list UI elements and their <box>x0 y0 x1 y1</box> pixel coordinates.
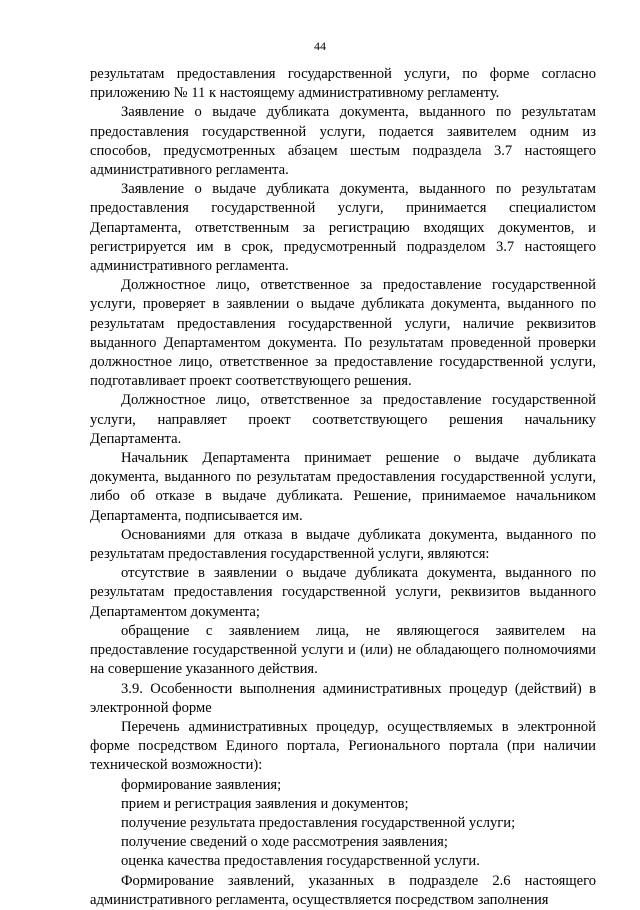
list-item: оценка качества предоставления государственной услуги. <box>121 853 480 870</box>
paragraph-duplicate-application-registration: Заявление о выдаче дубликата документа, выданного по результатам предоставления государственной услуги, принимается специалистом Департамента, ответственным за регистрацию входящих документов, и регистрируется им в срок, предусмотренный подразделом 3.7 настоящего административного регламента. <box>90 181 596 275</box>
list-item: формирование заявления; <box>121 776 282 793</box>
section-heading-3-9: 3.9. Особенности выполнения административных процедур (действий) в электронной форме <box>90 680 596 716</box>
list-item: получение сведений о ходе рассмотрения заявления; <box>121 834 448 851</box>
paragraph-refusal-ground-missing-details: отсутствие в заявлении о выдаче дубликата документа, выданного по результатам предоставления государственной услуги, реквизитов выданного Департаментом документа; <box>90 565 596 620</box>
paragraph-refusal-grounds: Основаниями для отказа в выдаче дубликата документа, выданного по результатам предоставления государственной услуги, являются: <box>90 526 596 563</box>
paragraph-head-decision: Начальник Департамента принимает решение о выдаче дубликата документа, выданного по результатам предоставления государственной услуги, либо об отказе в выдаче дубликата. Решение, принимаемое начальником Департамента, подписывается им. <box>90 450 596 524</box>
paragraph-duplicate-application-submission: Заявление о выдаче дубликата документа, выданного по результатам предоставления государственной услуги, подается заявителем одним из способов, предусмотренных абзацем шестым подраздела 3.7 настоящего административного регламента. <box>90 104 596 179</box>
list-item: получение результата предоставления государственной услуги; <box>121 814 516 831</box>
page-number: 44 <box>314 39 326 53</box>
document-body <box>90 65 596 910</box>
paragraph-refusal-ground-non-applicant: обращение с заявлением лица, не являющегося заявителем на предоставление государственной услуги и (или) не обладающего полномочиями на совершение указанного действия. <box>90 622 596 678</box>
paragraph-continuation: результатам предоставления государственной услуги, по форме согласно приложению № 11 к настоящему административному регламенту. <box>90 66 596 102</box>
paragraph-official-sends-draft: Должностное лицо, ответственное за предоставление государственной услуги, направляет проект соответствующего решения начальнику Департамента. <box>90 392 596 447</box>
paragraph-application-forming: Формирование заявлений, указанных в подразделе 2.6 настоящего административного регламента, осуществляется посредством заполнения <box>90 872 596 908</box>
list-item: прием и регистрация заявления и документов; <box>121 795 409 812</box>
paragraph-electronic-procedures-list-intro: Перечень административных процедур, осуществляемых в электронной форме посредством Единого портала, Регионального портала (при наличии технической возможности): <box>90 718 596 774</box>
paragraph-official-check: Должностное лицо, ответственное за предоставление государственной услуги, проверяет в заявлении о выдаче дубликата документа, выданного по результатам предоставления государственной услуги, наличие реквизитов выданного Департаментом документа. По результатам проведенной проверки должностное лицо, ответственное за предоставление государственной услуги, подготавливает проект соответствующего решения. <box>90 277 596 390</box>
